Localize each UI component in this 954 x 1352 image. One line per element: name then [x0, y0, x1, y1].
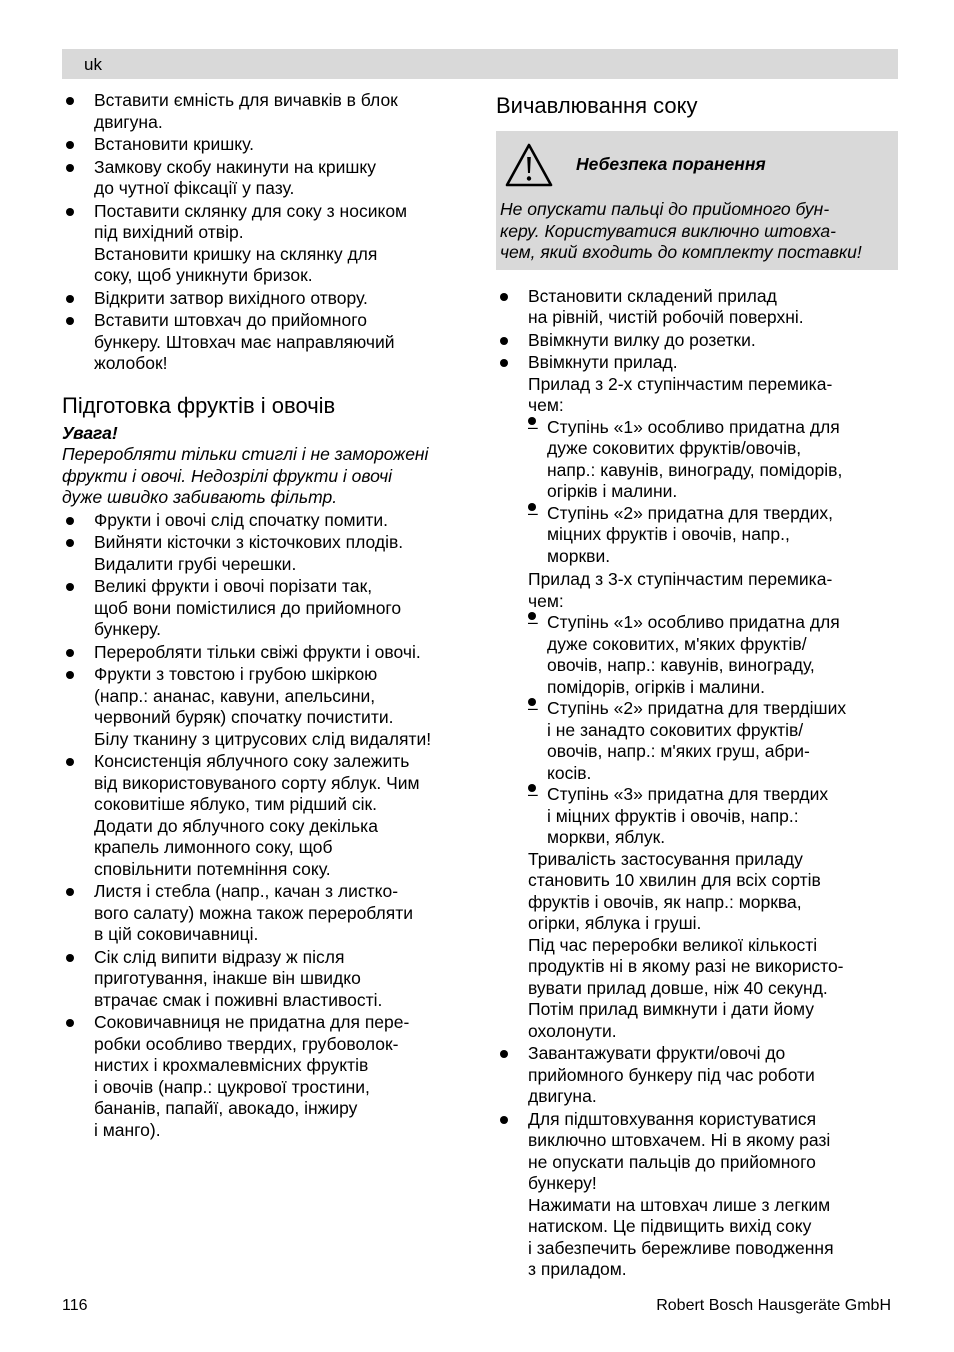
list-item: [62, 664, 474, 750]
text-line: міцних фруктів і овочів, напр.,: [547, 524, 790, 544]
text-line: натиском. Це підвищить вихід соку: [528, 1216, 812, 1236]
list-item: [62, 510, 474, 532]
text-line: Фрукти з товстою і грубою шкіркою: [94, 664, 378, 684]
text-line: керу. Користуватися виключно штовха-: [500, 220, 836, 241]
text-line: чем, який входить до комплекту поставки!: [500, 242, 862, 262]
text-line: дуже соковитих, м'яких фруктів/: [547, 633, 807, 654]
text-line: косів.: [547, 762, 592, 783]
duration-text: [528, 849, 898, 1043]
text-line: Видалити грубі черешки.: [94, 553, 297, 574]
warning-text: [500, 199, 894, 264]
text-line: Білу тканину з цитрусових слід видаляти!: [94, 728, 432, 749]
text-line: Поставити склянку для соку з носиком: [94, 200, 408, 221]
list-item: [62, 1012, 474, 1141]
list-item: [528, 698, 898, 784]
text-line: з приладом.: [528, 1259, 627, 1279]
text-line: і манго).: [94, 1119, 161, 1140]
list-item: [496, 330, 898, 352]
list-item: [62, 751, 474, 880]
text-line: прийомного бункеру під час роботи: [528, 1064, 815, 1085]
list-item: [62, 134, 474, 156]
right-column: [496, 90, 898, 1282]
text-line: напр.: кавунів, винограду, помідорів,: [547, 459, 843, 480]
text-line: Вставити ємність для вичавків в блок: [94, 90, 398, 110]
text-line: Замкову скобу накинути на кришку: [94, 156, 376, 177]
text-line: бункеру.: [94, 619, 162, 639]
text-line: Завантажувати фрукти/овочі до: [528, 1043, 786, 1063]
text-line: приготування, інакше він швидко: [94, 968, 361, 988]
text-line: Під час переробки великої кількості: [528, 934, 818, 955]
list-item: [496, 352, 898, 1042]
text-line: Переробляти тільки стиглі і не заморожені: [62, 444, 429, 464]
text-line: помідорів, огірків і малини.: [547, 676, 765, 697]
juicing-section-title: Вичавлювання соку: [496, 93, 698, 118]
text-line: Сік слід випити відразу ж після: [94, 946, 345, 967]
text-line: від використовуваного сорту яблук. Чим: [94, 772, 420, 793]
two-speed-list: [528, 417, 898, 568]
text-line: в цій соковичавниці.: [94, 924, 259, 944]
list-item: [62, 576, 474, 641]
text-line: моркви, яблук.: [547, 827, 666, 847]
intro-list: [62, 90, 474, 375]
list-item: [62, 947, 474, 1012]
text-line: Соковичавниця не придатна для пере-: [94, 1012, 410, 1032]
text-line: Великі фрукти і овочі порізати так,: [94, 576, 373, 596]
text-line: бункеру. Штовхач має направляючий: [94, 331, 395, 352]
text-line: дуже соковитих фруктів/овочів,: [547, 438, 802, 458]
text-line: нистих і крохмалевмісних фруктів: [94, 1055, 369, 1075]
list-item: [496, 1043, 898, 1108]
language-code: uk: [84, 55, 102, 74]
text-line: бункеру!: [528, 1173, 597, 1193]
warning-triangle-icon: [504, 142, 554, 188]
header-bar: [62, 49, 898, 79]
text-line: Не опускати пальці до прийомного бун-: [500, 199, 830, 219]
text-line: Тривалість застосування приладу: [528, 848, 803, 869]
text-line: двигуна.: [94, 111, 163, 132]
text-line: жолобок!: [94, 353, 168, 373]
text-line: Вийняти кісточки з кісточкових плодів.: [94, 532, 404, 552]
text-line: овочів, напр.: м'яких груш, абри-: [547, 741, 810, 761]
juicing-steps-list: [496, 286, 898, 1281]
text-line: (напр.: ананас, кавуни, апельсини,: [94, 685, 376, 706]
text-line: моркви.: [547, 545, 611, 566]
text-line: Для підштовхування користуватися: [528, 1108, 817, 1129]
list-item: [62, 881, 474, 946]
prep-list: [62, 510, 474, 1142]
text-line: чем:: [528, 590, 564, 611]
text-line: – Ступінь «1» особливо придатна для: [547, 612, 840, 632]
text-line: і міцних фруктів і овочів, напр.:: [547, 805, 799, 826]
warning-box: [496, 131, 898, 270]
text-line: Листя і стебла (напр., качан з листко-: [94, 881, 399, 901]
list-item: [62, 201, 474, 287]
list-item: [62, 642, 474, 664]
text-line: фрукти і овочі. Недозрілі фрукти і овочі: [62, 465, 393, 486]
text-line: чем:: [528, 395, 564, 415]
text-line: Переробляти тільки свіжі фрукти і овочі.: [94, 641, 421, 662]
text-line: Встановити кришку.: [94, 134, 255, 154]
text-line: червоний буряк) спочатку почистити.: [94, 707, 394, 727]
caution-label: Увага!: [62, 422, 118, 443]
text-line: двигуна.: [528, 1086, 597, 1106]
three-speed-intro: [528, 569, 898, 612]
text-line: становить 10 хвилин для всіх сортів: [528, 870, 821, 890]
list-item: [528, 417, 898, 503]
three-speed-list: [528, 612, 898, 849]
text-line: Відкрити затвор вихідного отвору.: [94, 287, 368, 308]
list-item: [496, 286, 898, 329]
text-line: Прилад з 2-х ступінчастим перемика-: [528, 373, 833, 394]
text-line: не опускати пальців до прийомного: [528, 1151, 816, 1172]
text-line: робки особливо твердих, грубоволок-: [94, 1033, 399, 1054]
text-line: Вставити штовхач до прийомного: [94, 310, 367, 330]
page-number: 116: [62, 1297, 88, 1314]
text-line: щоб вони помістилися до прийомного: [94, 597, 402, 618]
text-line: Додати до яблучного соку декілька: [94, 815, 378, 836]
list-item: [62, 532, 474, 575]
list-item: [528, 784, 898, 849]
prep-section-title: Підготовка фруктів і овочів: [62, 392, 336, 418]
text-line: втрачає смак і поживні властивості.: [94, 989, 383, 1010]
text-line: – Ступінь «2» придатна для твердіших: [547, 698, 847, 718]
text-line: і не занадто соковитих фруктів/: [547, 719, 804, 740]
text-line: і овочів (напр.: цукрової тростини,: [94, 1076, 370, 1097]
text-line: овочів, напр.: кавунів, винограду,: [547, 655, 815, 675]
text-line: бананів, папайї, авокадо, інжиру: [94, 1098, 358, 1118]
text-line: Встановити кришку на склянку для: [94, 243, 378, 264]
list-item: [528, 612, 898, 698]
text-line: – Ступінь «2» придатна для твердих,: [547, 502, 834, 523]
text-line: до чутної фіксації у пазу.: [94, 178, 295, 198]
text-line: продуктів ні в якому разі не використо-: [528, 956, 844, 976]
list-item: [62, 310, 474, 375]
footer-company: Robert Bosch Hausgeräte GmbH: [656, 1297, 891, 1314]
caution-text: [62, 444, 474, 509]
text-line: Встановити складений прилад: [528, 285, 777, 306]
list-item: [62, 90, 474, 133]
list-item: [528, 503, 898, 568]
text-line: крапель лимонного соку, щоб: [94, 837, 333, 857]
text-line: на рівній, чистій робочій поверхні.: [528, 307, 804, 327]
warning-title: Небезпека поранення: [576, 154, 766, 175]
text-line: Фрукти і овочі слід спочатку помити.: [94, 509, 389, 530]
left-column: [62, 90, 474, 1142]
text-line: Прилад з 3-х ступінчастим перемика-: [528, 569, 833, 589]
list-item: [62, 157, 474, 200]
text-line: під вихідний отвір.: [94, 222, 244, 242]
text-line: фруктів і овочів, як напр.: морква,: [528, 891, 802, 912]
text-line: Нажимати на штовхач лише з легким: [528, 1194, 831, 1215]
text-line: виключно штовхачем. Ні в якому разі: [528, 1130, 831, 1150]
text-line: Консистенція яблучного соку залежить: [94, 751, 410, 771]
text-line: – Ступінь «3» придатна для твердих: [547, 784, 829, 804]
text-line: соковитіше яблуко, тим рідший сік.: [94, 794, 377, 814]
list-item: [62, 288, 474, 310]
text-line: огірки, яблука і груші.: [528, 913, 702, 933]
list-item: [496, 1109, 898, 1281]
text-line: і забезпечить бережливе поводження: [528, 1237, 834, 1258]
text-line: огірків і малини.: [547, 481, 678, 501]
text-line: вувати прилад довше, ніж 40 секунд.: [528, 977, 828, 998]
text-line: вого салату) можна також переробляти: [94, 902, 414, 923]
text-line: соку, щоб уникнути бризок.: [94, 265, 313, 285]
switch-on-text: [528, 352, 898, 417]
text-line: Потім прилад вимкнути і дати йому: [528, 999, 814, 1019]
text-line: – Ступінь «1» особливо придатна для: [547, 416, 840, 437]
text-line: дуже швидко забивають фільтр.: [62, 487, 338, 507]
text-line: охолонути.: [528, 1020, 617, 1041]
text-line: Ввімкнути вилку до розетки.: [528, 329, 756, 350]
text-line: Ввімкнути прилад.: [528, 352, 678, 372]
warning-header: [500, 139, 894, 191]
text-line: сповільнити потемніння соку.: [94, 858, 331, 879]
